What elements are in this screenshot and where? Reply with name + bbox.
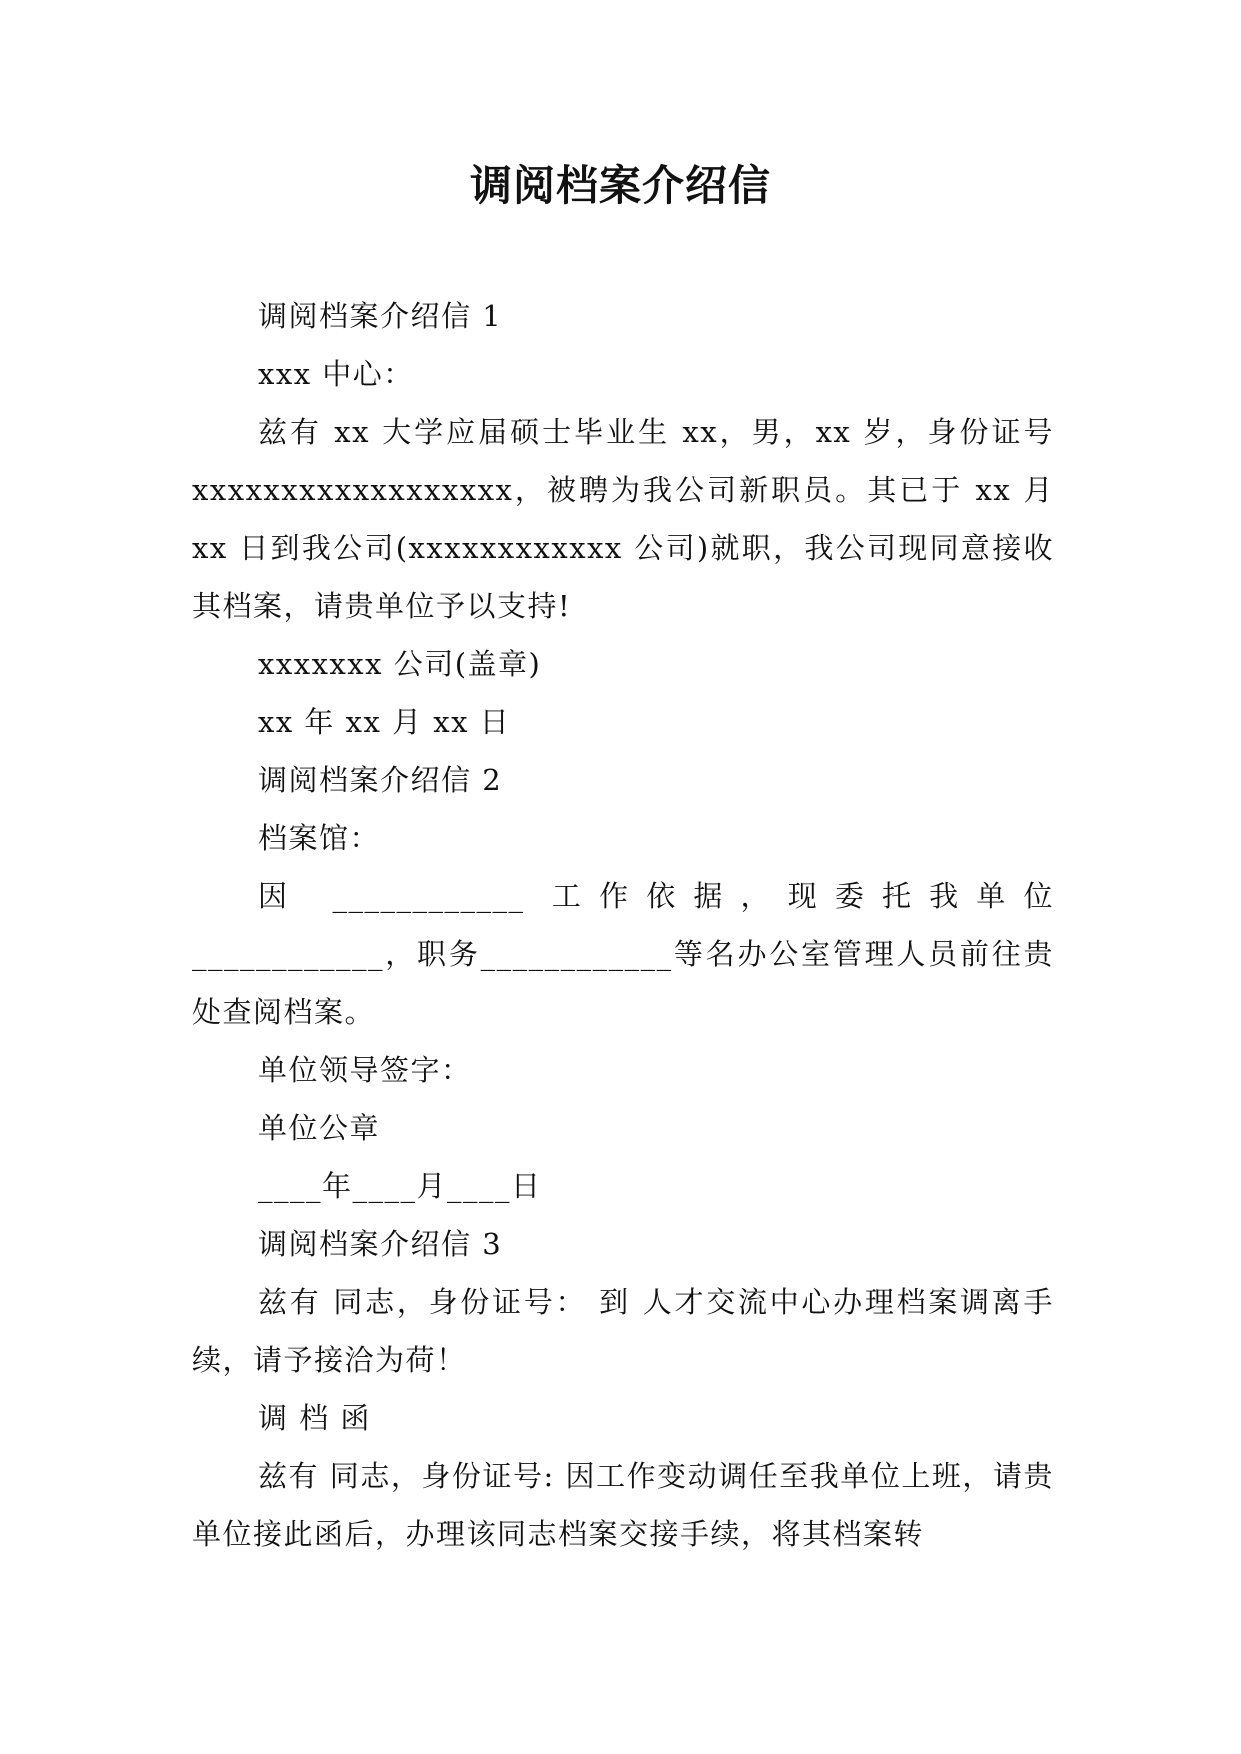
letter-1-addressee: xxx 中心： bbox=[258, 357, 414, 391]
letter-2-body: 因 ____________ 工作依据，现委托我单位 ____________，职务____________等名办公室管理人员前往贵处查阅档案。 bbox=[192, 879, 1054, 1029]
letter-1-company-seal: xxxxxxx 公司(盖章) bbox=[258, 647, 542, 681]
transfer-letter-body: 兹有 同志，身份证号: 因工作变动调任至我单位上班，请贵单位接此函后，办理该同志档案交接手续，将其档案转 bbox=[192, 1459, 1054, 1551]
letter-1-date: xx 年 xx 月 xx 日 bbox=[258, 705, 511, 739]
letter-3-heading: 调阅档案介绍信 3 bbox=[258, 1227, 503, 1261]
document-body bbox=[192, 287, 1054, 1563]
letter-2-unit-seal: 单位公章 bbox=[258, 1111, 381, 1145]
letter-3-body: 兹有 同志，身份证号： 到 人才交流中心办理档案调离手续，请予接洽为荷！ bbox=[192, 1285, 1054, 1377]
letter-2-date-blanks: ____年____月____日 bbox=[258, 1169, 542, 1203]
letter-2-addressee: 档案馆： bbox=[258, 821, 381, 855]
letter-1-body: 兹有 xx 大学应届硕士毕业生 xx，男，xx 岁，身份证号 xxxxxxxxxxxxxxxxxx，被聘为我公司新职员。其已于 xx 月 xx 日到我公司(xxxxxxxxxxxx 公司)就职，我公司现同意接收其档案，请贵单位予以支持! bbox=[192, 415, 1054, 623]
letter-1-heading: 调阅档案介绍信 1 bbox=[258, 299, 503, 333]
letter-2-leader-signature: 单位领导签字： bbox=[258, 1053, 472, 1087]
transfer-letter-heading: 调 档 函 bbox=[258, 1401, 371, 1435]
letter-2-heading: 调阅档案介绍信 2 bbox=[258, 763, 503, 797]
document-title: 调阅档案介绍信 bbox=[469, 161, 771, 210]
